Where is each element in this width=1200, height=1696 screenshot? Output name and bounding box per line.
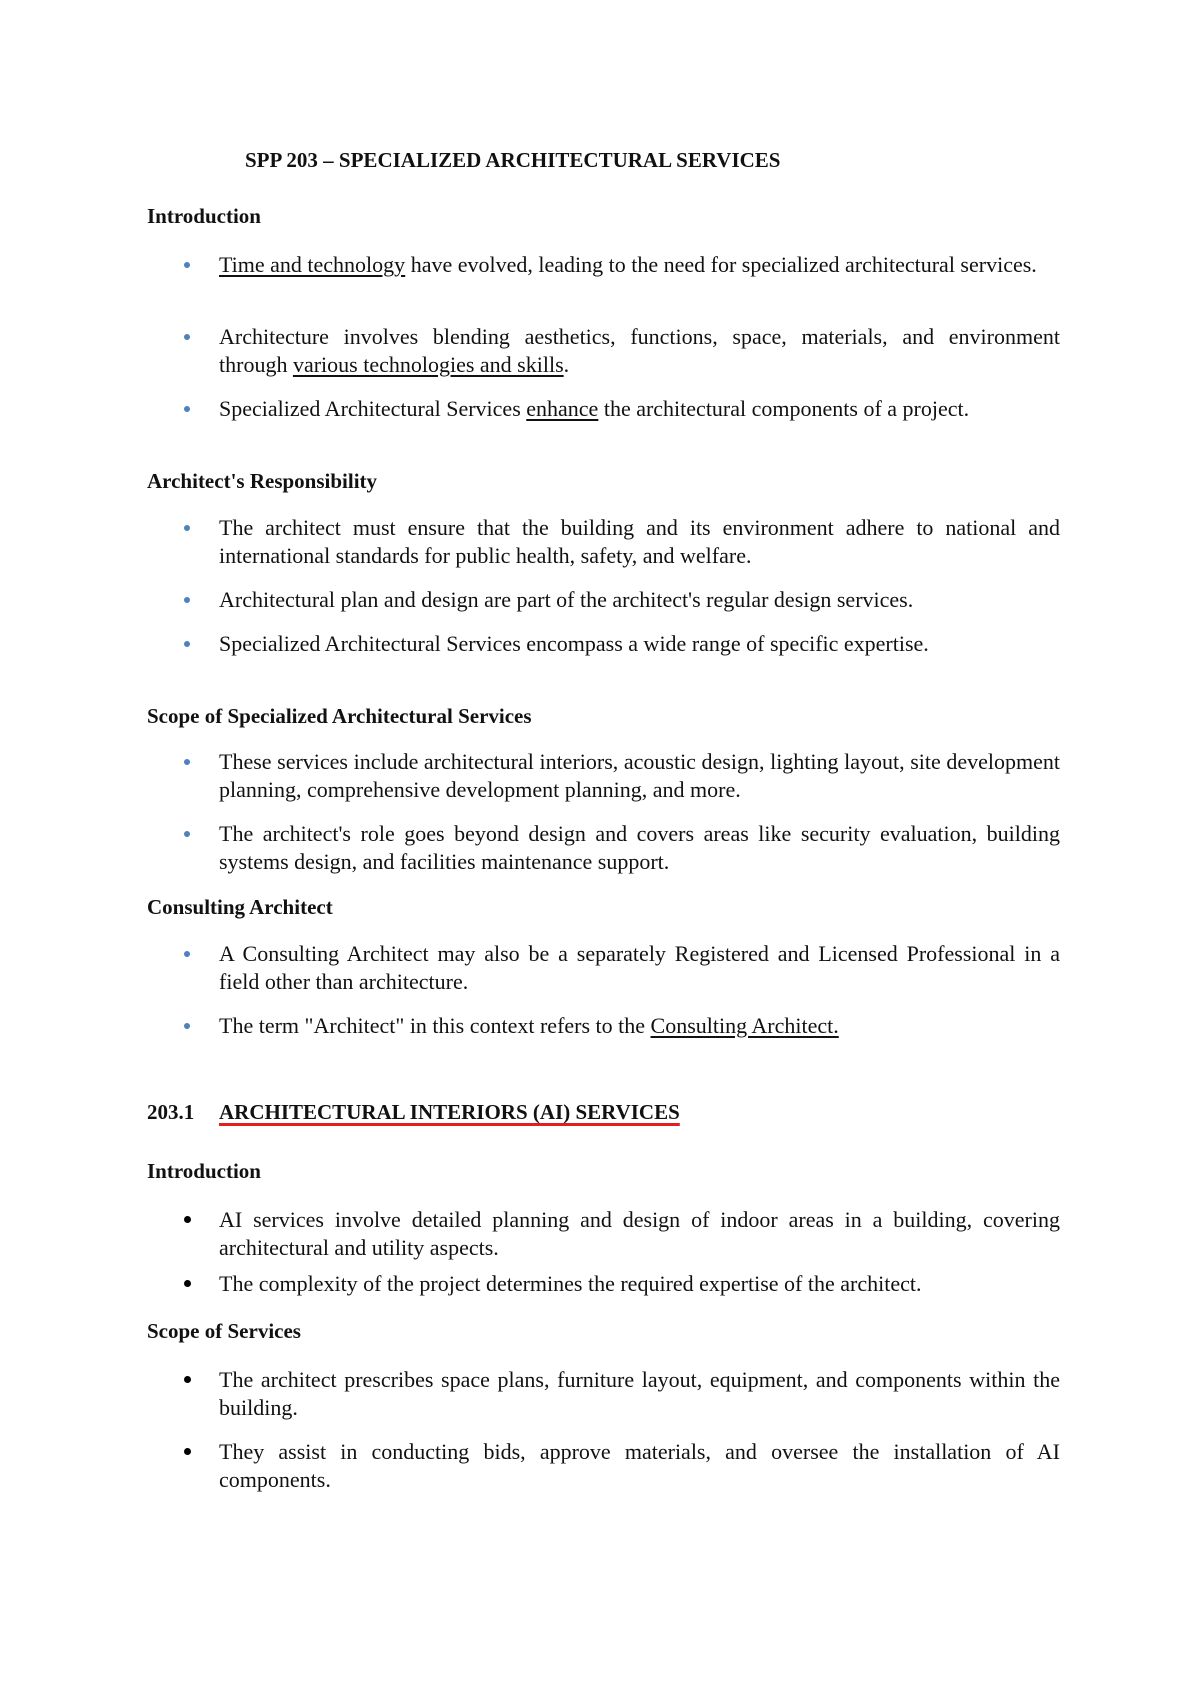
heading-consulting: Consulting Architect xyxy=(147,895,333,919)
list-item xyxy=(0,1438,1200,1510)
bullet-icon xyxy=(184,597,190,603)
list-text: These services include architectural interiors, acoustic design, lighting layout, site development planning, comprehensive development planning, and more. xyxy=(219,749,1060,802)
intro-list xyxy=(0,251,1200,467)
list-text: Specialized Architectural Services encompass a wide range of specific expertise. xyxy=(219,631,929,656)
list-item xyxy=(0,1366,1200,1438)
section-title: ARCHITECTURAL INTERIORS (AI) SERVICES xyxy=(219,1100,680,1124)
list-text: the architectural components of a project. xyxy=(598,396,970,421)
heading-scope-of-services: Scope of Services xyxy=(147,1319,301,1343)
list-item xyxy=(0,940,1200,1012)
list-text: The architect's role goes beyond design and covers areas like security evaluation, building systems design, and facilities maintenance support. xyxy=(219,821,1060,874)
bullet-icon xyxy=(184,759,190,765)
bullet-icon xyxy=(184,951,190,957)
bullet-icon xyxy=(184,1216,191,1223)
bullet-icon xyxy=(184,262,190,268)
bullet-icon xyxy=(184,831,190,837)
list-item xyxy=(0,395,1200,467)
list-text: A Consulting Architect may also be a separately Registered and Licensed Professional in a field other than architecture. xyxy=(219,941,1060,994)
list-text: The architect must ensure that the building and its environment adhere to national and international standards for public health, safety, and welfare. xyxy=(219,515,1060,568)
bullet-icon xyxy=(184,1280,191,1287)
list-item xyxy=(0,1270,1200,1306)
ai-intro-list xyxy=(0,1206,1200,1306)
heading-responsibility: Architect's Responsibility xyxy=(147,469,378,493)
underlined-text: Consulting Architect. xyxy=(650,1013,839,1038)
list-item xyxy=(0,1012,1200,1056)
bullet-icon xyxy=(184,1376,191,1383)
heading-scope: Scope of Specialized Architectural Services xyxy=(147,704,532,728)
list-text: have evolved, leading to the need for specialized architectural services. xyxy=(405,252,1037,277)
heading-ai-introduction: Introduction xyxy=(147,1159,261,1183)
list-text: AI services involve detailed planning and design of indoor areas in a building, covering architectural and utility aspects. xyxy=(219,1207,1060,1260)
list-text: The term "Architect" in this context refers to the xyxy=(219,1013,651,1038)
list-item xyxy=(0,514,1200,586)
list-text: . xyxy=(563,352,570,377)
list-text: Architectural plan and design are part of the architect's regular design services. xyxy=(219,587,914,612)
list-item xyxy=(0,586,1200,630)
responsibility-list xyxy=(0,514,1200,702)
bullet-icon xyxy=(184,641,190,647)
bullet-icon xyxy=(184,1448,191,1455)
bullet-icon xyxy=(184,334,190,340)
underlined-text: various technologies and skills xyxy=(292,352,564,377)
list-item xyxy=(0,748,1200,820)
list-text: The complexity of the project determines the required expertise of the architect. xyxy=(219,1271,922,1296)
list-item xyxy=(0,630,1200,702)
bullet-icon xyxy=(184,1023,190,1029)
list-text: Architecture involves blending aesthetics, functions, space, materials, and environment through xyxy=(219,324,1060,377)
list-text: They assist in conducting bids, approve materials, and oversee the installation of AI components. xyxy=(219,1439,1060,1492)
ai-scope-list xyxy=(0,1366,1200,1510)
section-number: 203.1 xyxy=(147,1100,195,1124)
list-text: Specialized Architectural Services xyxy=(219,396,527,421)
underlined-text: Time and technology xyxy=(219,252,406,277)
underlined-text: enhance xyxy=(526,396,599,421)
list-item xyxy=(0,1206,1200,1270)
list-item xyxy=(0,251,1200,323)
list-item xyxy=(0,323,1200,395)
bullet-icon xyxy=(184,406,190,412)
list-item xyxy=(0,820,1200,892)
scope-list xyxy=(0,748,1200,892)
heading-introduction: Introduction xyxy=(147,204,261,228)
list-text: The architect prescribes space plans, furniture layout, equipment, and components within the building. xyxy=(219,1367,1060,1420)
consulting-list xyxy=(0,940,1200,1056)
bullet-icon xyxy=(184,525,190,531)
document-title: SPP 203 – SPECIALIZED ARCHITECTURAL SERVICES xyxy=(245,148,781,172)
